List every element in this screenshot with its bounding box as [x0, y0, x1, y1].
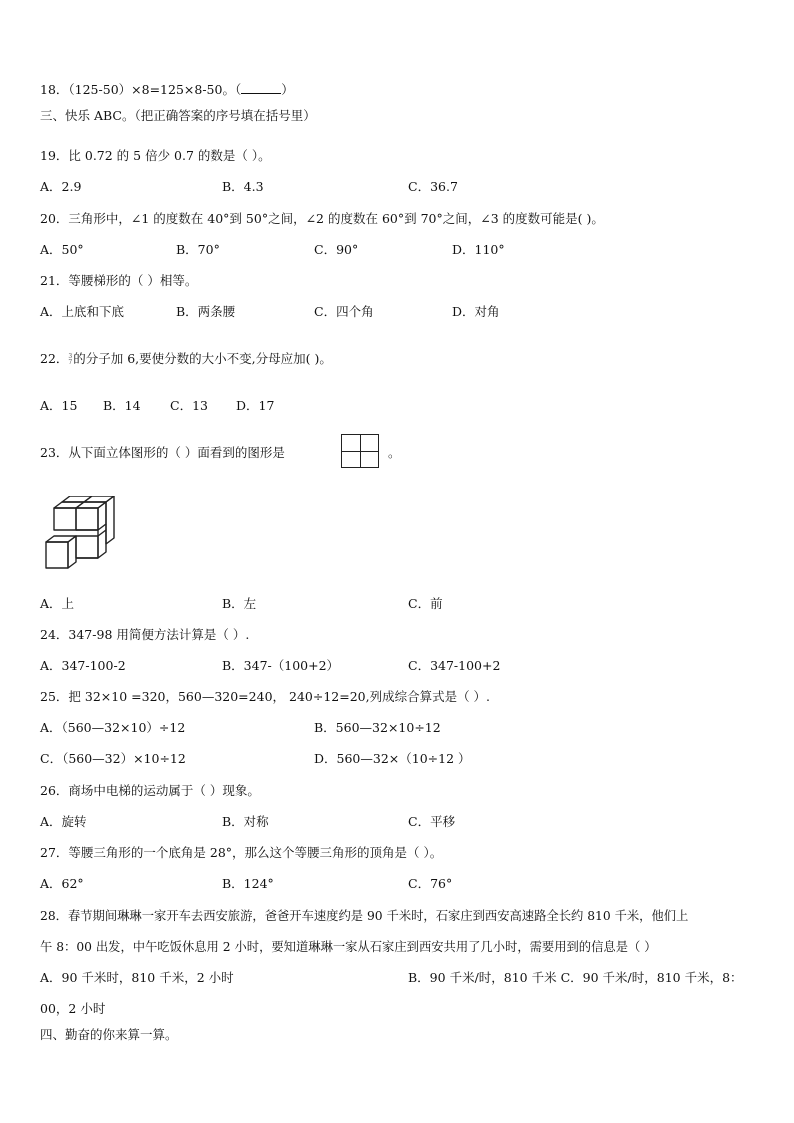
q21-option-c: C．四个角	[314, 304, 374, 319]
q24-option-b: B．347-（100+2）	[222, 658, 340, 673]
question-26: 26．商场中电梯的运动属于（ ）现象。	[40, 783, 260, 798]
q28-option-bc: B．90 千米/时，810 千米 C．90 千米/时，810 千米，8：	[408, 970, 743, 985]
question-24: 24．347-98 用简便方法计算是（ ）.	[40, 627, 250, 642]
q23-period: 。	[388, 445, 401, 460]
question-23: 23．从下面立体图形的（ ）面看到的图形是	[40, 445, 285, 460]
q22-option-c: C．13	[170, 398, 208, 413]
question-20: 20．三角形中，∠1 的度数在 40°到 50°之间，∠2 的度数在 60°到 70°之间，∠3 的度数可能是( )。	[40, 211, 604, 226]
question-25: 25．把 32×10 =320，560—320=240， 240÷12=20,列成综合算式是（ ）.	[40, 689, 491, 704]
q22-option-a: A．15	[40, 398, 78, 413]
q21-option-b: B．两条腰	[176, 304, 236, 319]
section-4-heading: 四、勤奋的你来算一算。	[40, 1027, 178, 1042]
section-3-heading: 三、快乐 ABC。（把正确答案的序号填在括号里）	[40, 108, 316, 123]
question-22	[40, 351, 332, 367]
q24-option-a: A．347-100-2	[40, 658, 126, 673]
q19-option-c: C．36.7	[408, 179, 458, 194]
q22-option-d: D．17	[236, 398, 275, 413]
q25-option-a: A．（560—32×10）÷12	[40, 720, 186, 735]
q19-option-b: B．4.3	[222, 179, 264, 194]
four-square-grid-figure	[341, 434, 379, 468]
question-27: 27．等腰三角形的一个底角是 28°，那么这个等腰三角形的顶角是（ ）。	[40, 845, 443, 860]
q22-option-b: B．14	[103, 398, 141, 413]
q20-option-b: B．70°	[176, 242, 220, 257]
q20-option-d: D．110°	[452, 242, 505, 257]
q23-option-b: B．左	[222, 596, 257, 611]
q19-option-a: A．2.9	[40, 179, 82, 194]
question-19: 19．比 0.72 的 5 倍少 0.7 的数是（ ）。	[40, 148, 271, 163]
q28-option-c-continued: 00，2 小时	[40, 1001, 106, 1016]
q26-option-b: B．对称	[222, 814, 269, 829]
q21-option-a: A．上底和下底	[40, 304, 125, 319]
q18-close: ）	[281, 82, 294, 97]
q27-option-a: A．62°	[40, 876, 84, 891]
q22-text: 的分子加 6,要使分数的大小不变,分母应加( )。	[73, 351, 332, 366]
q22-numerator: 3	[68, 352, 73, 360]
q20-option-a: A．50°	[40, 242, 84, 257]
question-28-line-2: 午 8：00 出发，中午吃饭休息用 2 小时，要知道琳琳一家从石家庄到西安共用了几小时，需要用到的信息是（ ）	[40, 940, 657, 954]
question-18	[40, 81, 294, 98]
q27-option-c: C．76°	[408, 876, 453, 891]
q22-denominator: 7	[68, 358, 73, 366]
question-21: 21．等腰梯形的（ ）相等。	[40, 273, 198, 288]
stacked-cubes-figure	[40, 496, 126, 572]
q21-option-d: D．对角	[452, 304, 500, 319]
q26-option-c: C．平移	[408, 814, 456, 829]
q27-option-b: B．124°	[222, 876, 274, 891]
q22-number: 22．	[40, 351, 69, 366]
q25-option-d: D．560—32×（10÷12 ）	[314, 751, 471, 766]
q24-option-c: C．347-100+2	[408, 658, 501, 673]
q22-fraction	[68, 354, 72, 366]
q18-text: 18．（125-50）×8=125×8-50。（	[40, 82, 242, 97]
q28-option-a: A．90 千米时，810 千米，2 小时	[40, 970, 234, 985]
q25-option-c: C．（560—32）×10÷12	[40, 751, 186, 766]
q25-option-b: B．560—32×10÷12	[314, 720, 441, 735]
question-28-line-1: 28．春节期间琳琳一家开车去西安旅游，爸爸开车速度约是 90 千米时，石家庄到西安高速路全长约 810 千米，他们上	[40, 909, 689, 923]
q26-option-a: A．旋转	[40, 814, 87, 829]
q18-answer-blank	[241, 81, 281, 94]
q23-option-a: A．上	[40, 596, 75, 611]
q23-option-c: C．前	[408, 596, 443, 611]
q20-option-c: C．90°	[314, 242, 359, 257]
